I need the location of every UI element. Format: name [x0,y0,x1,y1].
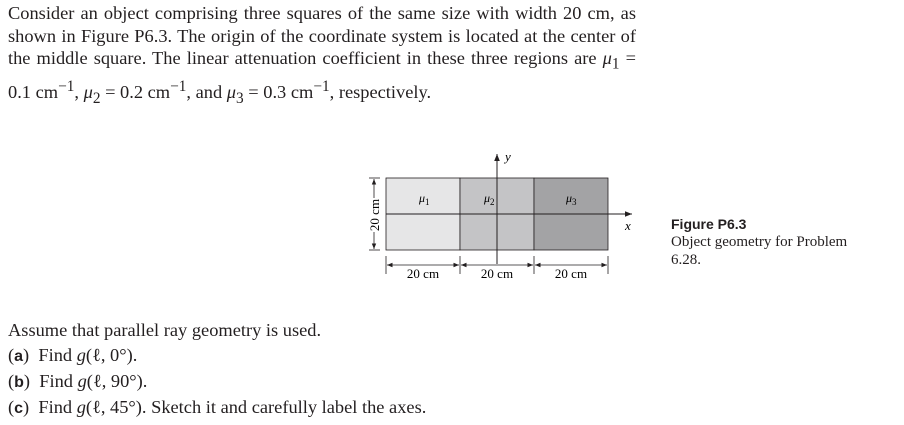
region-label-mu2: $\mu_2$ [484,191,495,207]
mu3-symbol: μ [226,82,237,103]
mu1-exponent: −1 [58,78,75,96]
region-label-mu1: $\mu_1$ [419,191,430,207]
assumption-text: Assume that parallel ray geometry is used. [8,320,322,340]
function-symbol: g [76,345,86,365]
question-b: (b) Find g(ℓ, 90°). [8,371,148,391]
function-symbol: g [77,371,87,391]
figure-caption [671,215,871,269]
separator: , and [186,82,227,103]
function-args: (ℓ, 45°). [85,397,147,417]
mu1-subscript: 1 [611,55,620,73]
question-prefix: Find [39,371,78,391]
width-label-2: 20 cm [480,266,514,281]
question-label: c [14,400,24,417]
height-label: 20 cm [367,198,382,232]
mu2-symbol: μ [83,82,93,103]
intro-text: Consider an object comprising three squares of the same size with width 20 cm, as shown in Figure P6.3. The origin of the coordinate system is located at the center of the middle square. The linear attenuation coefficient in these three regions are [8,3,636,69]
mu3-value: = 0.3 cm [243,82,314,103]
question-prefix: Find [38,345,77,365]
caption-text: Object geometry for Problem 6.28. [671,234,848,268]
problem-intro [8,2,636,111]
mu1-symbol: μ [602,48,612,69]
question-prefix: Find [38,397,77,417]
mu2-exponent: −1 [170,78,187,96]
question-extra: Sketch it and carefully label the axes. [146,397,427,417]
y-axis-label: y [505,149,511,164]
width-label-3: 20 cm [554,266,588,281]
mu2-value: = 0.2 cm [100,82,171,103]
region-label-mu3: $\mu_3$ [566,191,577,207]
mu3-exponent: −1 [313,78,330,96]
function-args: (ℓ, 0°). [85,345,138,365]
width-label-1: 20 cm [406,266,440,281]
question-label: a [14,348,24,365]
mu2-subscript: 2 [92,90,101,108]
x-axis-label: x [625,218,631,233]
question-label: b [14,374,24,391]
question-a: (a) Find g(ℓ, 0°). [8,345,138,365]
separator: , [74,82,84,103]
function-args: (ℓ, 90°). [86,371,148,391]
question-list [8,318,708,421]
mu1-value: = 0.1 cm [8,48,636,103]
figure-object-geometry [340,148,650,286]
caption-title: Figure P6.3 [671,216,747,232]
question-c: (c) Find g(ℓ, 45°). Sketch it and carefully label the axes. [8,397,427,417]
intro-text-end: , respectively. [329,82,432,103]
function-symbol: g [76,397,86,417]
mu3-subscript: 3 [236,90,244,108]
